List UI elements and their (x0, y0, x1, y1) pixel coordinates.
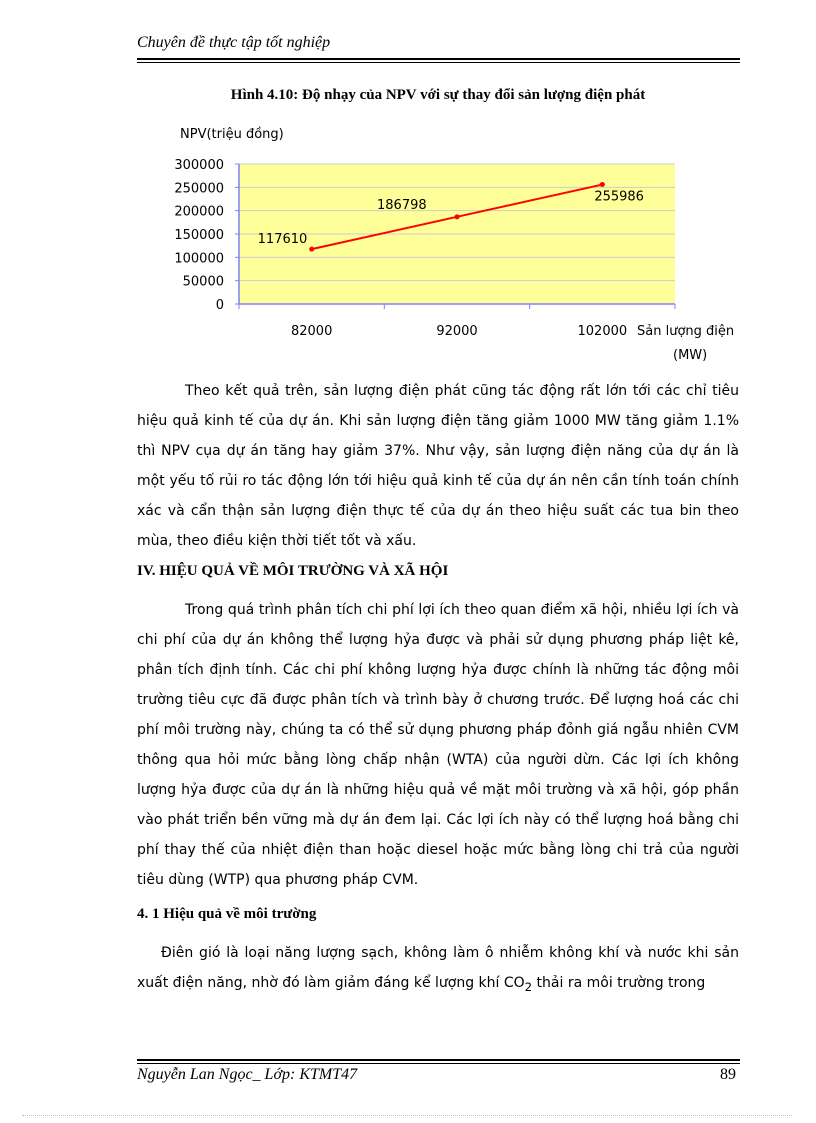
y-tick-label: 50000 (182, 274, 224, 290)
page-header: Chuyên đề thực tập tốt nghiệp (137, 34, 331, 51)
header-rule (137, 58, 740, 60)
co2-subscript: 2 (524, 979, 533, 994)
section-heading-4-1: 4. 1 Hiệu quả về môi trường (137, 906, 317, 922)
figure-caption: Hình 4.10: Độ nhạy của NPV với sự thay đổi sản lượng điện phát (230, 87, 646, 103)
y-tick-label: 100000 (174, 251, 224, 267)
data-label: 117610 (257, 232, 308, 248)
x-tick-label: 102000 (577, 324, 628, 339)
data-point (309, 247, 314, 252)
y-tick-label: 0 (215, 298, 224, 313)
paragraph-environment-text-end: thải ra môi trường trong (532, 975, 706, 991)
data-label: 186798 (377, 197, 427, 213)
header-rule-thin (137, 62, 740, 63)
section-heading-iv: IV. HIỆU QUẢ VỀ MÔI TRƯỜNG VÀ XÃ HỘI (137, 563, 449, 579)
footer-rule-thin (137, 1063, 740, 1064)
data-point (600, 182, 605, 187)
x-tick-label: 92000 (436, 324, 478, 339)
paragraph-environment-text: Điên gió là loại năng lượng sạch, không làm ô nhiễm không khí và nước khi sản xuất điện năng, nhờ đó làm giảm đáng kể lượng khí CO (137, 945, 739, 991)
y-axis-label: NPV(triệu đồng) (180, 127, 284, 142)
page-number: 89 (720, 1066, 736, 1083)
paragraph-sensitivity-analysis: Theo kết quả trên, sản lượng điện phát cũng tác động rất lớn tới các chỉ tiêu hiệu quả kinh tế của dự án. Khi sản lượng điện tăng giảm 1000 MW tăng giảm 1.1% thì NPV cụa dự án tăng hay giảm 37%. Như vậy, sản lượng điện năng của dự án là một yếu tố rủi ro tác động lớn tới hiệu quả kinh tế của dự án nên cần tính toán chính xác và cẩn thận sản lượng điện thực tế của dự án theo hiệu suất các tua bin theo mùa, theo điều kiện thời tiết tốt và xấu. (137, 383, 739, 549)
paragraph-environment (137, 938, 739, 1002)
y-tick-labels (174, 158, 224, 313)
footer-rule (137, 1059, 740, 1061)
y-tick-label: 200000 (174, 204, 224, 220)
y-tick-label: 300000 (174, 158, 224, 173)
page-edge (22, 1115, 792, 1116)
x-tick-labels (239, 304, 675, 339)
paragraph-social-cost-benefit: Trong quá trình phân tích chi phí lợi ích theo quan điểm xã hội, nhiều lợi ích và chi phí của dự án không thể lượng hỷa được và phải sử dụng phương pháp liệt kê, phân tích định tính. Các chi phí không lượng hỷa được chính là những tác động môi trường tiêu cực đã được phân tích và trình bày ở chương trước. Để lượng hoá các chi phí môi trường này, chúng ta có thể sử dụng phương pháp đỏnh giá ngẫu nhiên CVM thông qua hỏi mức bằng lòng chấp nhận (WTA) của người dừn. Các lợi ích không lượng hỷa được của dự án là những hiệu quả về mặt môi trường và xã hội, góp phần vào phát triển bền vững mà dự án đem lại. Các lợi ích này có thể lượng hoá bằng chi phí thay thế của nhiệt điện than hoặc diesel hoặc mức bằng lòng chi trả của người tiêu dùng (WTP) qua phương pháp CVM. (137, 602, 739, 888)
data-label: 255986 (594, 189, 644, 205)
y-tick-label: 150000 (174, 228, 224, 243)
data-point (455, 214, 460, 219)
footer-author: Nguyễn Lan Ngọc_ Lớp: KTMT47 (137, 1066, 358, 1083)
x-axis-label: Sản lượng điện (637, 324, 735, 339)
x-tick-label: 82000 (290, 324, 333, 339)
x-axis-unit: (MW) (673, 348, 708, 363)
npv-sensitivity-chart (140, 118, 750, 368)
y-tick-label: 250000 (174, 181, 224, 197)
